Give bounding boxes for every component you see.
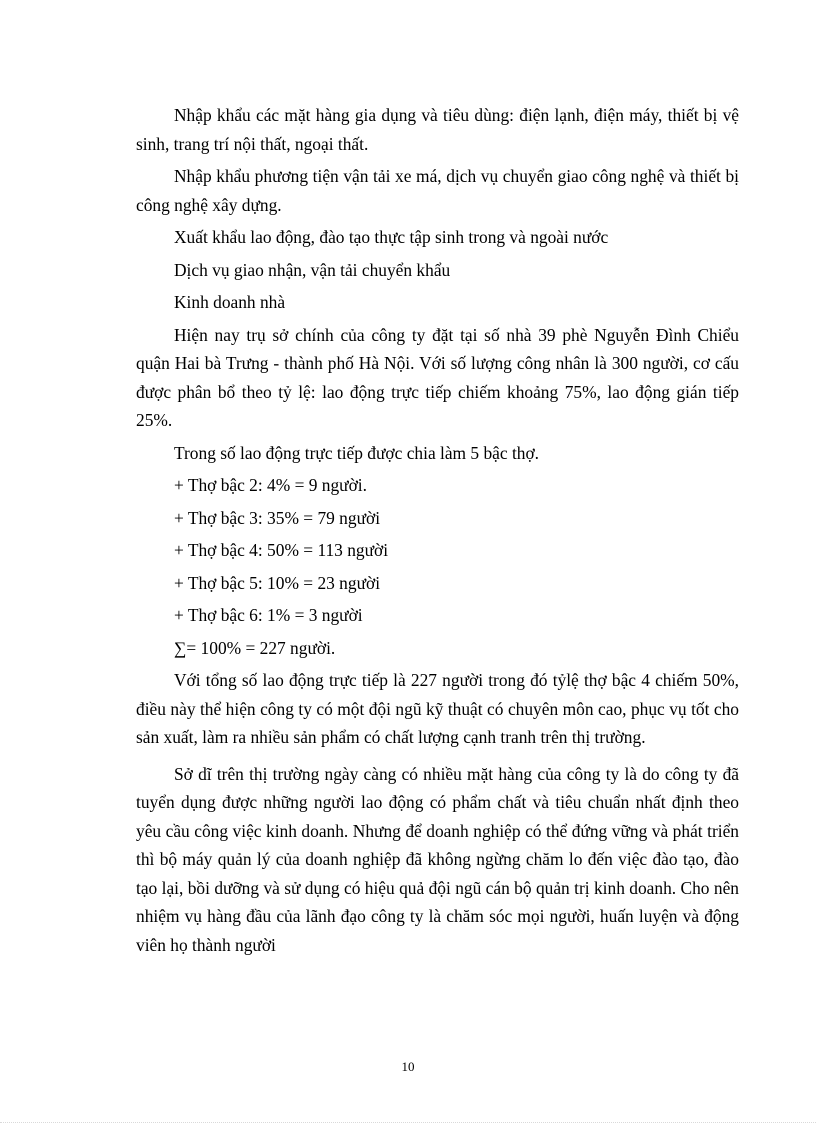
paragraph-real-estate: Kinh doanh nhà bbox=[174, 292, 286, 312]
paragraph-worker-grades-intro: Trong số lao động trực tiếp được chia làm 5 bậc thợ. bbox=[174, 442, 540, 463]
list-item-grade-6: + Thợ bậc 6: 1% = 3 người bbox=[174, 605, 363, 625]
list-item-grade-4: + Thợ bậc 4: 50% = 113 người bbox=[174, 540, 389, 560]
list-item-grade-3: + Thợ bậc 3: 35% = 79 người bbox=[174, 507, 381, 528]
list-total: ∑= 100% = 227 người. bbox=[174, 637, 336, 658]
paragraph-import-household: Nhập khẩu các mặt hàng gia dụng và tiêu dùng: điện lạnh, điện máy, thiết bị vệ sinh, trang trí nội thất, ngoại thất. bbox=[136, 105, 739, 154]
paragraph-labor-export: Xuất khẩu lao động, đào tạo thực tập sinh trong và ngoài nước bbox=[174, 227, 609, 247]
paragraph-headquarters: Hiện nay trụ sở chính của công ty đặt tại số nhà 39 phè Nguyễn Đình Chiểu quận Hai bà Trưng - thành phố Hà Nội. Với số lượng công nhân là 300 người, cơ cấu được phân bổ theo tỷ lệ: lao động trực tiếp chiếm khoảng 75%, lao động gián tiếp 25%. bbox=[136, 324, 739, 430]
paragraph-technical-staff: Với tổng số lao động trực tiếp là 227 người trong đó tỷlệ thợ bậc 4 chiếm 50%, điều này thể hiện công ty có một đội ngũ kỹ thuật có chuyên môn cao, phục vụ tốt cho sản xuất, làm ra nhiều sản phẩm có chất lượng cạnh tranh trên thị trường. bbox=[136, 670, 739, 747]
paragraph-training: Sở dĩ trên thị trường ngày càng có nhiều mặt hàng của công ty là do công ty đã tuyển dụng được những người lao động có phẩm chất và tiêu chuẩn nhất định theo yêu cầu công việc kinh doanh. Nhưng để doanh nghiệp có thể đứng vững và phát triển thì bộ máy quản lý của doanh nghiệp đã không ngừng chăm lo đến việc đào tạo, đào tạo lại, bồi dưỡng và sử dụng có hiệu quả đội ngũ cán bộ quản trị kinh doanh. Cho nên nhiệm vụ hàng đầu của lãnh đạo công ty là chăm sóc mọi người, huấn luyện và động viên họ thành người bbox=[136, 763, 739, 955]
paragraph-import-vehicles: Nhập khẩu phương tiện vận tải xe má, dịch vụ chuyển giao công nghệ và thiết bị công nghệ xây dựng. bbox=[136, 166, 739, 215]
page-number: 10 bbox=[401, 1059, 415, 1074]
body-text bbox=[136, 101, 739, 963]
paragraph-forwarding: Dịch vụ giao nhận, vận tải chuyển khẩu bbox=[174, 259, 451, 280]
list-item-grade-2: + Thợ bậc 2: 4% = 9 người. bbox=[174, 475, 367, 495]
list-item-grade-5: + Thợ bậc 5: 10% = 23 người bbox=[174, 572, 381, 593]
